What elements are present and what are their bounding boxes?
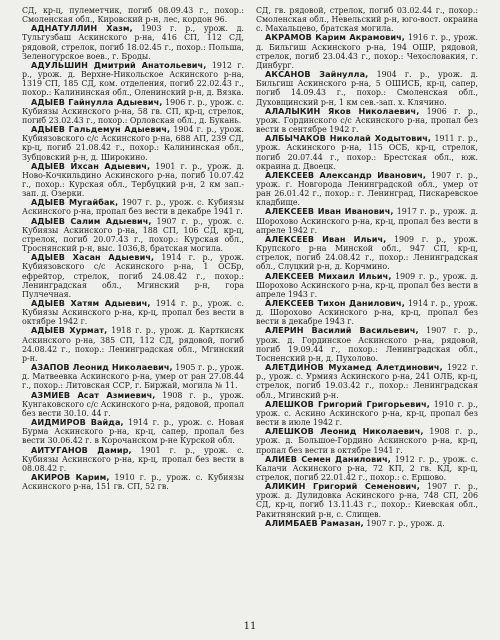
entry-text: 1910 г. р., урож. с. Аскино Аскинского р-на, кр-ц, пропал без вести в июле 1942 г. [256, 399, 478, 428]
entry [22, 299, 244, 326]
entry [22, 162, 244, 199]
entry [256, 272, 478, 299]
entry-text: 1907 г. р., урож. г. Новгорода Ленинградской обл., умер от ран 26.01.42 г., похор.: г. Ленинград, Пискаревское кладбище. [256, 170, 478, 208]
entry [22, 418, 244, 445]
entry-text: 1903 г. р., урож. д. Тульгузбаш Аскинского р-на, 416 СП, 112 СД, рядовой, стрелок, погиб 18.02.45 г., похор.: Польша, Зеленогурское воев., г. Броды. [22, 24, 244, 61]
entry-text: 1901 г. р., урож. д. Ново-Кочкильдино Аскинского р-на, погиб 10.07.42 г., похор.: Курская обл., Тербуцкий р-н, 2 км зап.-зап. д. Озерки. [22, 161, 244, 199]
entry-text: 1912 г. р., урож. д. Верхне-Никольское Аскинского р-на, 1319 СП, 185 СД, ком. отделения, погиб 22.02.43 г., похор.: Калининская обл., Оленинский р-н, д. Вязка. [22, 60, 244, 98]
entry-text: 1914 г. р., урож. с. Новая Бурма Аскинского р-на, кр-ц, сапер, пропал без вести 30.06.42 г. в Корочанском р-не Курской обл. [22, 418, 244, 446]
entry [256, 427, 478, 454]
entry-name: АЛЕТДИНОВ Мухамед Алетдинович, [265, 362, 443, 373]
entry [256, 326, 478, 363]
entry-name: АДЫЕВ Хасан Адыевич, [31, 252, 155, 263]
entry-name: АЛЕШКОВ Григорий Григорьевич, [265, 398, 430, 409]
entry-name: АЛИКИН Григорий Семенович, [265, 481, 420, 492]
entry-name: АДЫЕВ Хатям Адыевич, [31, 298, 151, 308]
entry-name: АКРАМОВ Карим Акрамович, [265, 32, 405, 43]
entry-name: АЛЕКСЕЕВ Тихон Данилович, [265, 298, 405, 308]
entry [22, 391, 244, 418]
entry [256, 519, 478, 528]
entry [256, 134, 478, 171]
entry [256, 33, 478, 70]
entry-text: 1914 г. р., урож. д. Шорохово Аскинского р-на, кр-ц, пропал без вести в декабре 1943 г. [256, 299, 478, 327]
entry-text: 1914 г. р., урож. с. Кубиязы Аскинского р-на, кр-ц, пропал без вести в октябре 1942 г. [22, 299, 244, 327]
entry-name: АИДМИРОВ Вайда, [31, 417, 124, 428]
entry-name: АИТУГАНОВ Дамир, [31, 444, 132, 455]
entry-text: 1908 г. р., урож. Кунгаковского с/с Аскинского р-на, рядовой, пропал без вести 30.10. 44 г. [22, 390, 244, 418]
entry-name: АЗМИЕВ Асат Азмиевич, [31, 389, 156, 400]
entry-name: АДЫЕВ Ихсан Адыевич, [31, 160, 151, 171]
entry-text: 1904 г. р., урож. Кубиязовского с/с Аскинского р-на, 688 АП, 239 СД, кр-ц, погиб 21.08.42 г., похор.: Калининская обл., Зубцовский р-н, д. Широкино. [22, 125, 244, 162]
entry-name: АЛИМБАЕВ Рамазан, [265, 517, 364, 528]
entry-text: 1916 г. р., урож. д. Бильгиш Аскинского р-на, 194 ОШР, рядовой, стрелок, погиб 23.04.43 г., похор.: Чехословакия, г. Динбург. [256, 33, 478, 70]
entry-text: СД, гв. рядовой, стрелок, погиб 03.02.44 г., похор.: Смоленская обл., Невельский р-н, юго-вост. окраина с. Махальцево, братская могила. [256, 6, 478, 34]
entry-name: АДЫЕВ Гальдемун Адыевич, [31, 124, 171, 135]
entry [22, 326, 244, 363]
entry-name: АКСАНОВ Зайнулла, [265, 69, 369, 80]
entry [22, 446, 244, 473]
entry-text: 1912 г. р., урож. с. Калачи Аскинского р-на, 72 КП, 2 гв. КД, кр-ц, стрелок, погиб 22.01.42 г., похор.: с. Ершово. [256, 454, 478, 482]
entry-name: АЛАЛЫКИН Яков Николаевич, [265, 105, 420, 116]
entry-name: АДЫЕВ Гайнулла Адыевич, [31, 96, 163, 107]
entry [22, 473, 244, 491]
entry-text: 1907 г. р., урож. с. Кубиязы Аскинского р-на, пропал без вести в декабре 1941 г. [22, 198, 244, 217]
entry-text: 1908 г. р., урож. д. Большое-Гордино Аскинского р-на, кр-ц, пропал без вести в октябре 1941 г. [256, 427, 478, 455]
entry-text: 1901 г. р., урож. с. Кубиязы Аскинского р-на, кр-ц, пропал без вести в 08.08.42 г. [22, 445, 244, 473]
entry-text: 1909 г. р., урож. д. Шорохово Аскинского р-на, кр-ц, пропал без вести в апреле 1943 г. [256, 271, 478, 299]
entry-name: АДЫЕВ Хурмат, [31, 325, 108, 336]
entry [256, 70, 478, 107]
entry-name: АДЫЕВ Мугайбак, [31, 197, 119, 208]
entry [22, 198, 244, 216]
entry-text: 1910 г. р., урож. с. Кубиязы Аскинского р-на, 151 гв. СП, 52 гв. [22, 472, 244, 492]
entry-name: АДУЛЬШИН Дмитрий Анатольевич, [31, 59, 207, 70]
entry-name: АЛЕШКОВ Леонид Николаевич, [265, 426, 424, 437]
entry [256, 235, 478, 272]
entry [256, 482, 478, 519]
entry-text: 1906 г. р., урож. с. Кубиязы Аскинского р-на, 58 гв. СП, кр-ц, стрелок, погиб 23.02.43 г., похор.: Орловская обл., д. Букань. [22, 97, 244, 125]
entry [256, 363, 478, 400]
entry-text: 1907 г. р., урож. с. Кубиязы Аскинского р-на, 188 СП, 106 СД, кр-ц, стрелок, погиб 20.07.43 г., похор.: Курская обл., Троснянский р-н, выс. 1036,8, братская могила. [22, 216, 244, 254]
entry-text: 1905 г. р., урож. д. Матвеевка Аскинского р-на, умер от ран 27.08.44 г., похор.: Литовская ССР, г. Биржай, могила № 11. [22, 363, 244, 391]
entry [256, 299, 478, 326]
entry-name: АЛЕКСЕЕВ Иван Иванович, [265, 206, 394, 217]
entry-name: АЛИЕВ Семен Данилович, [265, 453, 391, 464]
entry [256, 455, 478, 482]
entry-text: 1907 г. р., урож. д. [363, 518, 445, 528]
entry-name: АКИРОВ Карим, [31, 471, 110, 482]
entry-text: 1911 г. р., урож. Аскинского р-на, 115 ОСБ, кр-ц, стрелок, погиб 20.07.44 г., похор.: Брестская обл., юж. окраина д. Двоецк. [256, 134, 478, 171]
entry [22, 363, 244, 390]
right-column [256, 6, 478, 528]
entry [22, 6, 244, 24]
entry [256, 400, 478, 427]
entry-name: АЗАПОВ Леонид Николаевич, [31, 362, 173, 373]
entry [22, 24, 244, 61]
entry [22, 125, 244, 162]
columns [22, 6, 478, 528]
entry-text: 1917 г. р., урож. д. Шорохово Аскинского р-на, кр-ц, пропал без вести в апреле 1942 г. [256, 207, 478, 235]
entry-name: АЛЕКСЕЕВ Александр Иванович, [265, 169, 427, 180]
entry-name: АЛЕКСЕЕВ Иван Ильич, [265, 233, 387, 244]
entry-text: 1907 г. р., урож. д. Гординское Аскинского р-на, рядовой, погиб 19.09.44 г., похор.: Ленинградская обл., Тосненский р-н, д. Пухолово. [256, 326, 478, 363]
entry-name: АЛЕКСЕЕВ Михаил Ильич, [265, 270, 392, 281]
entry-text: 1904 г. р., урож. д. Бильгиш Аскинского р-на, 5 ОШИСБ, кр-ц, сапер, погиб 14.09.43 г., похор.: Смоленская обл., Духовщинский р-н, 1 км сев.-зап. х. Клячино. [256, 70, 478, 107]
entry [256, 171, 478, 208]
entry-text: 1918 г. р., урож. д. Карткисяк Аскинского р-на, 385 СП, 112 СД, рядовой, погиб 24.08.42 г., похор.: Ленинградская обл., Мгинский р-н. [22, 326, 245, 363]
entry [22, 61, 244, 98]
entry-text: 1909 г. р., урож. Крупского р-на Минской обл., 947 СП, кр-ц, стрелок, погиб 24.08.42 г., похор.: Ленинградская обл., Слуцкий р-н, д. Корчмино. [256, 234, 478, 272]
page-number: 11 [243, 621, 257, 632]
entry [256, 107, 478, 134]
entry-name: АДНАТУЛЛИН Хазм, [31, 23, 133, 34]
entry-text: СД, кр-ц, пулеметчик, погиб 08.09.43 г., похор.: Смоленская обл., Кировский р-н, лес, кордон 96. [22, 6, 244, 25]
entry-text: 1906 г. р., урож. Гординского с/с Аскинского р-на, пропал без вести в сентябре 1942 г. [256, 106, 478, 135]
entry-name: АЛБЫЧАКОВ Николай Ходытович, [265, 133, 432, 144]
entry [256, 207, 478, 234]
entry-text: 1907 г. р., урож. д. Дулидовка Аскинского р-на, 748 СП, 206 СД, кр-ц, погиб 13.11.43 г., похор.: Киевская обл., Ракитнянский р-н, с. Слищев. [256, 482, 478, 519]
entry [256, 6, 478, 33]
entry-name: АЛЕРИН Василий Васильевич, [265, 325, 419, 336]
entry [22, 253, 244, 299]
entry-text: 1914 г. р., урож. Кубиязовского с/с Аскинского р-на, 1 ОСБр, ефрейтор, стрелок, погиб 24.08.42 г., похор.: Ленинградская обл., Мгинский р-н, гора Пулчечная. [22, 253, 244, 299]
left-column [22, 6, 244, 528]
entry [22, 217, 244, 254]
entry-text: 1922 г. р., урож. с. Урмияз Аскинского р-на, 241 ОЛБ, кр-ц, стрелок, погиб 19.03.42 г., похор.: Ленинградская обл., Мгинский р-н. [256, 363, 478, 400]
entry-name: АДЫЕВ Салим Адыевич, [31, 215, 152, 226]
entry [22, 98, 244, 125]
